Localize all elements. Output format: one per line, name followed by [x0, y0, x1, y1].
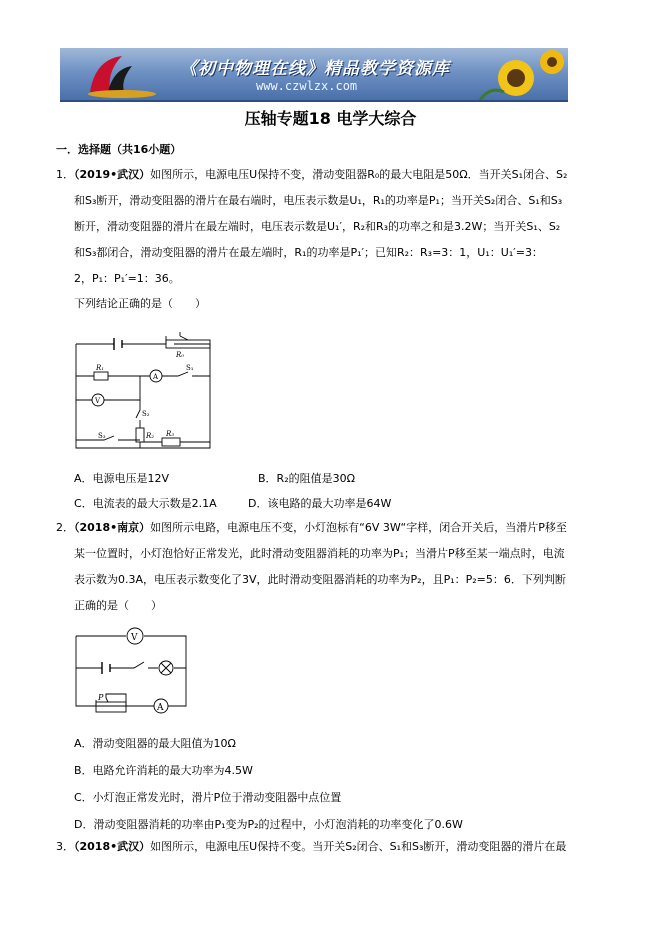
- logo-base: [88, 90, 156, 98]
- section-heading: 一．选择题（共16小题）: [56, 143, 182, 156]
- q2-line-2: 某一位置时，小灯泡恰好正常发光，此时滑动变阻器消耗的功率为P₁；当滑片P移至某一端点时，电流: [74, 547, 565, 560]
- label-r0: R₀: [176, 351, 185, 359]
- label-ammeter: A: [153, 373, 159, 381]
- label-slider-p: P: [98, 693, 104, 702]
- q1-prompt: 下列结论正确的是（ ）: [74, 297, 206, 310]
- q2-source: （2018•南京）: [74, 521, 151, 534]
- q1-number: 1．: [56, 168, 74, 181]
- q2-option-c[interactable]: C．小灯泡正常发光时，滑片P位于滑动变阻器中点位置: [74, 791, 342, 804]
- q1-source: （2019•武汉）: [74, 168, 151, 181]
- resistor-r3: [162, 438, 180, 446]
- site-url[interactable]: www.czwlzx.com: [256, 79, 358, 93]
- sunflower-center: [507, 69, 525, 87]
- q2-text-1: 如图所示电路，电源电压不变，小灯泡标有“6V 3W“字样，闭合开关后，当滑片P移至: [150, 521, 567, 534]
- q1-text-1: 如图所示，电源电压U保持不变，滑动变阻器R₀的最大电阻是50Ω．当开关S₁闭合、S₂: [150, 168, 568, 181]
- q1-line-5: 2，P₁：P₁′=1：36。: [74, 272, 180, 285]
- label-voltmeter: V: [95, 397, 101, 405]
- battery: [102, 662, 110, 674]
- q3-number: 3．: [56, 840, 74, 853]
- q1-option-b[interactable]: B．R₂的阻值是30Ω: [258, 472, 356, 485]
- label-s3: S₃: [98, 432, 106, 440]
- q2-line-3: 表示数为0.3A，电压表示数变化了3V，此时滑动变阻器消耗的功率为P₂，且P₁：P₂=5：6．下列判断: [74, 573, 566, 586]
- q3-source: （2018•武汉）: [74, 840, 151, 853]
- q2-option-a[interactable]: A．滑动变阻器的最大阻值为10Ω: [74, 737, 236, 750]
- q2-circuit-diagram: [70, 622, 200, 720]
- q2-number: 2．: [56, 521, 74, 534]
- q2-option-d[interactable]: D．滑动变阻器消耗的功率由P₁变为P₂的过程中，小灯泡消耗的功率变化了0.6W: [74, 818, 463, 831]
- q2-line-1: [56, 521, 567, 535]
- q1-option-a[interactable]: A．电源电压是12V: [74, 472, 170, 485]
- label-r2: R₂: [146, 432, 155, 440]
- page-title: 压轴专题18 电学大综合: [244, 109, 417, 128]
- q3-text-1: 如图所示，电源电压U保持不变。当开关S₂闭合、S₁和S₃断开，滑动变阻器的滑片在最: [150, 840, 567, 853]
- label-ammeter: A: [157, 703, 164, 713]
- q1-line-4: 和S₃都闭合，滑动变阻器的滑片在最左端时，R₁的功率是P₁′；已知R₂：R₃=3：1，U₁：U₁′=3：: [74, 246, 543, 259]
- q3-line-1: [56, 840, 566, 854]
- header-banner: [60, 48, 568, 102]
- q2-line-4: 正确的是（ ）: [74, 599, 162, 612]
- q1-line-3: 断开，滑动变阻器的滑片在最左端时，电压表示数是U₁′，R₂和R₃的功率之和是3.2W；当开关S₁、S₂: [74, 220, 561, 233]
- resistor-r1: [94, 372, 108, 380]
- label-r1: R₁: [96, 364, 105, 372]
- site-title: 《初中物理在线》精品教学资源库: [180, 59, 450, 79]
- label-s1: S₁: [186, 364, 194, 372]
- q2-option-b[interactable]: B．电路允许消耗的最大功率为4.5W: [74, 764, 253, 777]
- sunflower-center-small: [547, 57, 557, 67]
- leaf-stem: [480, 90, 504, 100]
- q1-line-2: 和S₃断开，滑动变阻器的滑片在最右端时，电压表示数是U₁，R₁的功率是P₁；当开关S₂闭合、S₁和S₃: [74, 194, 563, 207]
- bulb-cross: [161, 663, 171, 673]
- label-s2: S₂: [142, 410, 150, 418]
- q1-option-d[interactable]: D．该电路的最大功率是64W: [248, 497, 392, 510]
- q1-option-c[interactable]: C．电流表的最大示数是2.1A: [74, 497, 217, 510]
- q1-circuit-diagram: [70, 330, 220, 455]
- label-r3: R₃: [166, 430, 175, 438]
- battery: [114, 338, 122, 350]
- label-voltmeter: V: [131, 633, 138, 643]
- rheostat: [96, 702, 126, 712]
- q1-line-1: [56, 168, 567, 182]
